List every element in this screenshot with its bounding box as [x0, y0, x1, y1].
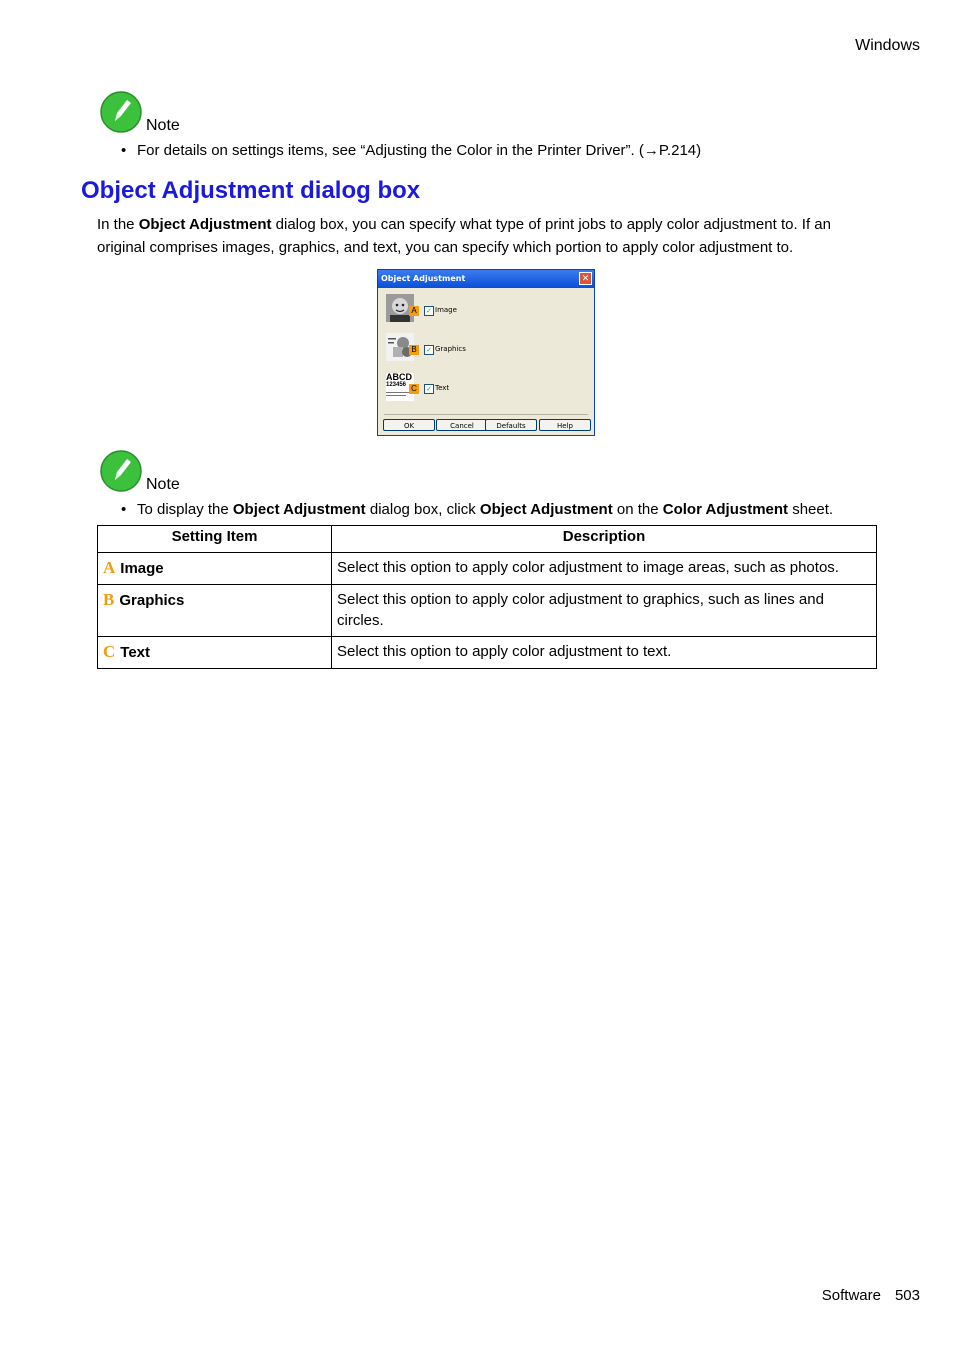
- intro-text: In the: [97, 216, 139, 233]
- page-footer: [822, 1287, 920, 1304]
- ok-button[interactable]: OK: [383, 419, 435, 431]
- section-title: Object Adjustment dialog box: [81, 177, 421, 204]
- note-text: sheet.: [788, 501, 834, 518]
- setting-item: [98, 585, 332, 637]
- intro-text: dialog box, you can specify what type of print jobs to apply color adjustment to. If an original comprises images, graphics, and text, you can specify which portion to apply color adjustment to.: [97, 216, 831, 256]
- image-checkbox[interactable]: ✓: [424, 306, 434, 316]
- text-thumb-line2: 123456: [386, 382, 407, 388]
- badge-b: B: [409, 345, 419, 355]
- text-thumb-line1: ABCD: [386, 372, 412, 382]
- note-label: Note: [146, 476, 180, 493]
- dialog-separator: [384, 414, 588, 415]
- item-name: Graphics: [119, 592, 185, 609]
- item-name: Text: [120, 644, 151, 661]
- note-bullet: [121, 501, 833, 518]
- page-number: 503: [894, 1287, 920, 1304]
- item-letter: C: [103, 642, 116, 661]
- help-button[interactable]: Help: [539, 419, 591, 431]
- column-header: Setting Item: [98, 526, 332, 553]
- note-bold: Color Adjustment: [662, 501, 789, 518]
- running-header: Windows: [855, 37, 920, 54]
- table-row: [98, 585, 877, 637]
- image-checkbox-label: Image: [435, 306, 457, 314]
- note-label: Note: [146, 117, 180, 134]
- note-bold: Object Adjustment: [232, 501, 366, 518]
- note-bold: Object Adjustment: [479, 501, 613, 518]
- table-row: [98, 637, 877, 669]
- cancel-button[interactable]: Cancel: [436, 419, 488, 431]
- note-text: dialog box, click: [365, 501, 480, 518]
- defaults-button[interactable]: Defaults: [485, 419, 537, 431]
- close-icon[interactable]: ✕: [579, 272, 592, 285]
- dialog-title: Object Adjustment: [378, 270, 594, 288]
- text-checkbox[interactable]: ✓: [424, 384, 434, 394]
- item-name: Image: [120, 560, 164, 577]
- item-letter: A: [103, 558, 116, 577]
- note-pencil-icon: [100, 91, 142, 133]
- settings-table: [97, 525, 877, 669]
- badge-a: A: [409, 306, 419, 316]
- text-checkbox-label: Text: [435, 384, 450, 392]
- note-bullet: [121, 142, 701, 159]
- setting-item: [98, 637, 332, 669]
- badge-c: C: [409, 384, 419, 394]
- column-header: Description: [332, 526, 877, 553]
- graphics-checkbox-label: Graphics: [435, 345, 466, 353]
- text-thumb-rule: [386, 392, 410, 393]
- setting-item: [98, 553, 332, 585]
- bullet-dot: •: [121, 142, 127, 159]
- setting-description: Select this option to apply color adjustment to image areas, such as photos.: [332, 553, 877, 585]
- bullet-dot: •: [121, 501, 127, 518]
- setting-description: Select this option to apply color adjustment to graphics, such as lines and circles.: [332, 585, 877, 637]
- note-text: To display the: [137, 501, 233, 518]
- graphics-checkbox[interactable]: ✓: [424, 345, 434, 355]
- note-text: For details on settings items, see “Adjusting the Color in the Printer Driver”. (→P.214): [137, 142, 702, 159]
- table-row: [98, 553, 877, 585]
- intro-paragraph: [97, 213, 877, 259]
- text-thumb-rule: [386, 395, 406, 396]
- object-adjustment-dialog: [377, 269, 595, 436]
- note-pencil-icon: [100, 450, 142, 492]
- item-letter: B: [103, 590, 115, 609]
- intro-bold: Object Adjustment: [138, 216, 272, 233]
- note-text: on the: [612, 501, 663, 518]
- table-header-row: [98, 526, 877, 553]
- footer-chapter: Software: [821, 1287, 881, 1304]
- setting-description: Select this option to apply color adjustment to text.: [332, 637, 877, 669]
